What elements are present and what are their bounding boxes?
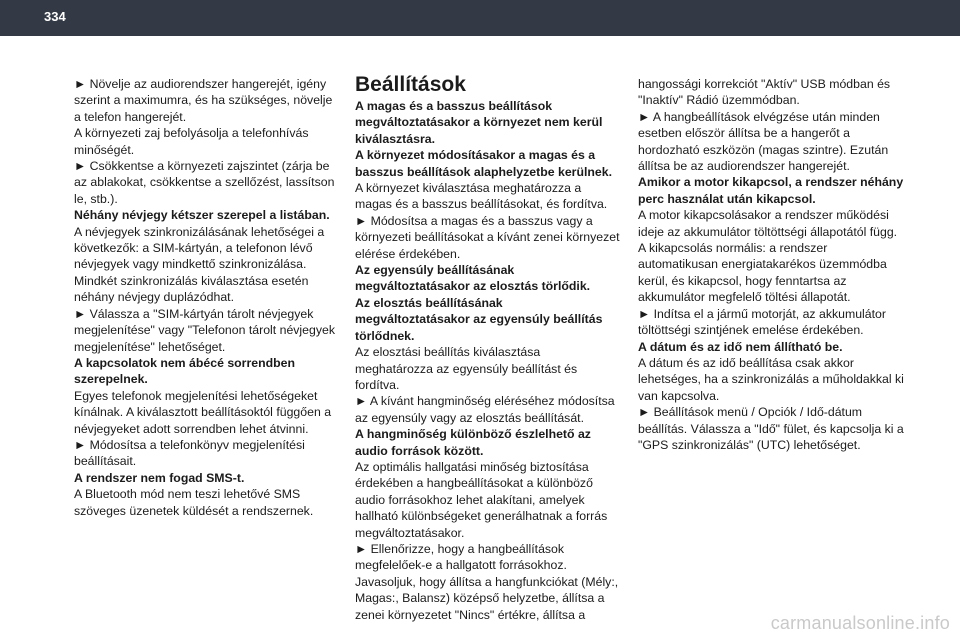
instruction-text: ► Indítsa el a jármű motorját, az akkumulátor töltöttségi szintjének emelése érdekében.	[638, 306, 886, 338]
instruction-text: ► A kívánt hangminőség eléréséhez módosítsa az egyensúly vagy az elosztás beállítását.	[355, 394, 615, 425]
column-left	[74, 76, 336, 519]
body-text: Egyes telefonok megjelenítési lehetőségeket kínálnak. A kiválasztott beállításoktól függően a névjegyeket adott sorrendben lehet átvinni.	[74, 388, 332, 436]
instruction-text: ► Ellenőrizze, hogy a hangbeállítások megfelelőek-e a hallgatott forrásokhoz. Javasoljuk, hogy állítsa a hangfunkciókat (Mély:, Magas:, Balansz) középső helyzetbe, állítsa a zenei környezetet "Nincs" értékre, állítsa a	[355, 541, 619, 622]
body-text: A dátum és az idő beállítása csak akkor lehetséges, ha a szinkronizálás a műholdakkal ki van kapcsolva.	[638, 355, 904, 403]
instruction-text: ► Beállítások menü / Opciók / Idő-dátum beállítás. Válassza a "Idő" fület, és kapcsolja ki a "GPS szinkronizálás" (UTC) lehetőséget.	[638, 405, 904, 452]
page-number: 334	[44, 9, 66, 24]
problem-heading: Az elosztás beállításának megváltoztatásakor az egyensúly beállítás törlődnek.	[355, 295, 603, 343]
site-watermark: carmanualsonline.info	[770, 613, 950, 633]
instruction-text: ► Növelje az audiorendszer hangerejét, igény szerint a maximumra, és ha szükséges, növelje a telefon hangerejét.	[74, 77, 333, 124]
body-text: A névjegyek szinkronizálásának lehetőségei a következők: a SIM-kártyán, a telefonon lévő névjegyek vagy mindkettő szinkronizálása. Mindkét szinkronizálás kiválasztása esetén néhány névjegy duplázódhat.	[74, 224, 325, 305]
body-text: Az optimális hallgatási minőség biztosítása érdekében a hangbeállításokat a különböző audio forrásokhoz lehet alakítani, amelyek hallható különbségeket generálhatnak a forrás megváltoztatásakor.	[355, 459, 608, 540]
body-text: hangossági korrekciót "Aktív" USB módban és "Inaktív" Rádió üzemmódban.	[638, 77, 891, 108]
problem-heading: Néhány névjegy kétszer szerepel a listában.	[74, 208, 330, 223]
problem-heading: Amikor a motor kikapcsol, a rendszer néhány perc használat után kikapcsol.	[638, 175, 904, 206]
instruction-text: ► Módosítsa a magas és a basszus vagy a környezeti beállításokat a kívánt zenei környezet elérése érdekében.	[355, 213, 620, 261]
problem-heading: A kapcsolatok nem ábécé sorrendben szerepelnek.	[74, 355, 295, 387]
instruction-text: ► Válassza a "SIM-kártyán tárolt névjegyek megjelenítése" vagy "Telefonon tárolt névjegyek megjelenítése" lehetőséget.	[74, 306, 335, 354]
section-title: Beállítások	[355, 73, 466, 96]
problem-heading: A magas és a basszus beállítások megváltoztatásakor a környezet nem kerül kiválasztásra.	[355, 99, 603, 146]
instruction-text: ► A hangbeállítások elvégzése után minden esetben először állítsa be a hangerőt a hordozható eszközön (magas szintre). Ezután állítsa be az audiorendszer hangerejét.	[638, 109, 889, 174]
instruction-text: ► Csökkentse a környezeti zajszintet (zárja be az ablakokat, csökkentse a szellőzést, lassítson le, stb.).	[74, 159, 335, 206]
problem-heading: A rendszer nem fogad SMS-t.	[74, 470, 245, 485]
body-text: A környezeti zaj befolyásolja a telefonhívás minőségét.	[74, 126, 309, 157]
body-text: A Bluetooth mód nem teszi lehetővé SMS szöveges üzenetek küldését a rendszernek.	[74, 487, 314, 518]
problem-heading: Az egyensúly beállításának megváltoztatásakor az elosztás törlődik.	[355, 263, 591, 294]
column-right	[638, 76, 906, 453]
body-text: A motor kikapcsolásakor a rendszer működési ideje az akkumulátor töltöttségi állapotától függ. A kikapcsolás normális: a rendszer automatikusan energiatakarékos üzemmódba kerül, és kikapcsol, hogy fenntartsa az akkumulátor megfelelő töltési állapotát.	[638, 208, 898, 305]
problem-heading: A hangminőség különböző észlelhető az audio források között.	[355, 427, 591, 458]
page-header-bar	[0, 0, 960, 36]
problem-heading: A környezet módosításakor a magas és a basszus beállítások alaphelyzetbe kerülnek.	[355, 148, 612, 179]
body-text: A környezet kiválasztása meghatározza a magas és a basszus beállításokat, és fordítva.	[355, 181, 608, 212]
body-text: Az elosztási beállítás kiválasztása meghatározza az egyensúly beállítást és fordítva.	[355, 345, 578, 392]
column-middle	[355, 72, 620, 623]
instruction-text: ► Módosítsa a telefonkönyv megjelenítési beállításait.	[74, 437, 305, 469]
problem-heading: A dátum és az idő nem állítható be.	[638, 339, 843, 354]
